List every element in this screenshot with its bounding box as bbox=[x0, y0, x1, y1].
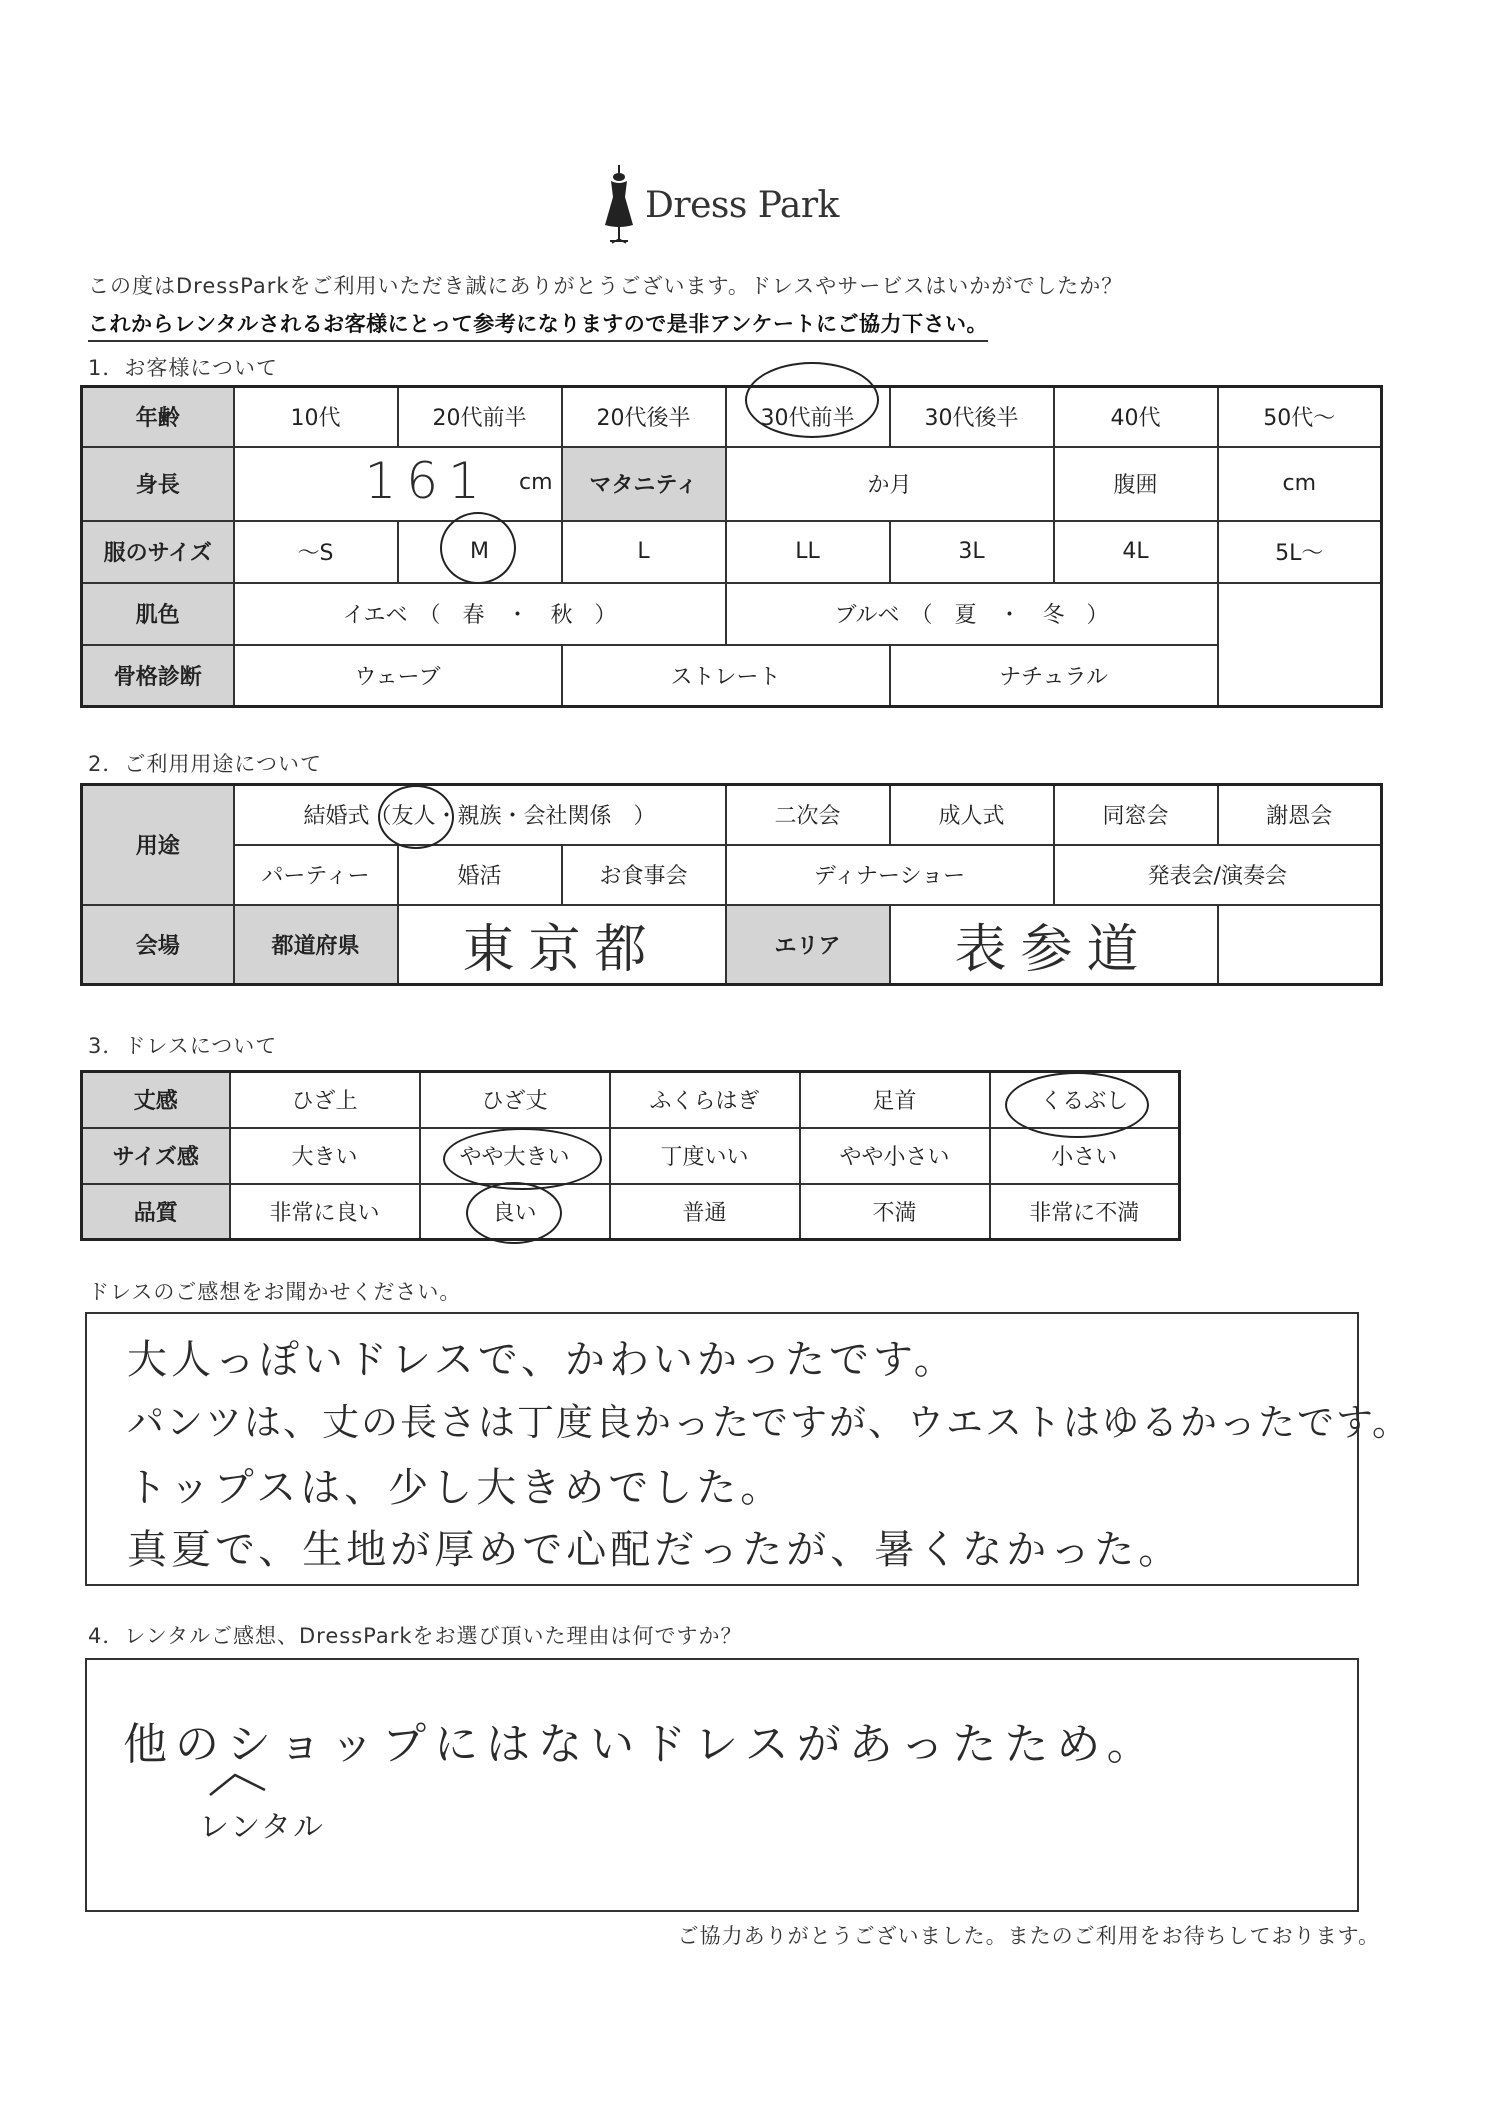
height-unit: cm bbox=[518, 469, 553, 495]
age-option-selected[interactable]: 30代前半 bbox=[726, 387, 890, 447]
size-option[interactable]: 3L bbox=[890, 521, 1054, 583]
comment-line: 真夏で、生地が厚めで心配だったが、暑くなかった。 bbox=[127, 1527, 1183, 1573]
area-field[interactable] bbox=[890, 905, 1218, 985]
customer-table bbox=[80, 385, 1383, 708]
intro-line-2: これからレンタルされるお客様にとって参考になりますので是非アンケートにご協力下さい。 bbox=[88, 308, 988, 342]
quality-option[interactable]: 非常に不満 bbox=[990, 1184, 1180, 1240]
frame-label: 骨格診断 bbox=[82, 645, 234, 707]
area-value: 表参道 bbox=[954, 919, 1153, 980]
size-option-selected[interactable]: M bbox=[398, 521, 562, 583]
purpose-label: 用途 bbox=[82, 785, 234, 905]
wedding-prefix: 結婚式（ bbox=[303, 804, 392, 830]
size-label: 服のサイズ bbox=[82, 521, 234, 583]
fit-option[interactable]: 小さい bbox=[990, 1128, 1180, 1184]
wedding-option[interactable] bbox=[234, 785, 726, 845]
age-option[interactable]: 20代後半 bbox=[562, 387, 726, 447]
fit-option-selected[interactable]: やや大きい bbox=[420, 1128, 610, 1184]
frame-option[interactable]: ナチュラル bbox=[890, 645, 1218, 707]
comment-line: トップスは、少し大きめでした。 bbox=[127, 1465, 785, 1511]
size-option[interactable]: 4L bbox=[1054, 521, 1218, 583]
venue-label: 会場 bbox=[82, 905, 234, 985]
dress-mannequin-icon bbox=[602, 165, 636, 245]
age-option[interactable]: 50代〜 bbox=[1218, 387, 1382, 447]
reason-insert: レンタル bbox=[199, 1810, 326, 1845]
dresspark-logo bbox=[600, 165, 900, 255]
age-option[interactable]: 20代前半 bbox=[398, 387, 562, 447]
age-label: 年齢 bbox=[82, 387, 234, 447]
waist-label: 腹囲 bbox=[1054, 447, 1218, 521]
skin-blue-option[interactable]: ブルベ （ 夏 ・ 冬 ） bbox=[726, 583, 1218, 645]
blank-cell bbox=[1218, 905, 1382, 985]
usage-table bbox=[80, 783, 1383, 986]
purpose-option[interactable]: 同窓会 bbox=[1054, 785, 1218, 845]
purpose-option[interactable]: ディナーショー bbox=[726, 845, 1054, 905]
skin-yellow-option[interactable]: イエベ （ 春 ・ 秋 ） bbox=[234, 583, 726, 645]
area-label: エリア bbox=[726, 905, 890, 985]
height-value: 161 bbox=[364, 451, 490, 510]
size-option[interactable]: 〜S bbox=[234, 521, 398, 583]
size-option[interactable]: L bbox=[562, 521, 726, 583]
dress-table bbox=[80, 1070, 1181, 1241]
frame-option[interactable]: ストレート bbox=[562, 645, 890, 707]
prefecture-value: 東京都 bbox=[462, 919, 661, 980]
purpose-option[interactable]: パーティー bbox=[234, 845, 398, 905]
size-option[interactable]: LL bbox=[726, 521, 890, 583]
maternity-label: マタニティ bbox=[562, 447, 726, 521]
wedding-friend[interactable]: 友人 bbox=[391, 804, 436, 830]
logo-text: Dress Park bbox=[645, 185, 839, 226]
height-label: 身長 bbox=[82, 447, 234, 521]
quality-label: 品質 bbox=[82, 1184, 230, 1240]
height-field[interactable] bbox=[234, 447, 562, 521]
fit-option[interactable]: やや小さい bbox=[800, 1128, 990, 1184]
section-4-title: 4．レンタルご感想、DressParkをお選び頂いた理由は何ですか？ bbox=[88, 1624, 743, 1648]
length-option[interactable]: ふくらはぎ bbox=[610, 1072, 800, 1128]
purpose-option[interactable]: 婚活 bbox=[398, 845, 562, 905]
purpose-option[interactable]: 発表会/演奏会 bbox=[1054, 845, 1382, 905]
prefecture-label: 都道府県 bbox=[234, 905, 398, 985]
length-option[interactable]: ひざ上 bbox=[230, 1072, 420, 1128]
section-3-title: 3．ドレスについて bbox=[88, 1034, 278, 1058]
quality-option[interactable]: 普通 bbox=[610, 1184, 800, 1240]
age-option[interactable]: 40代 bbox=[1054, 387, 1218, 447]
comment-line: 大人っぽいドレスで、かわいかったです。 bbox=[127, 1337, 958, 1383]
purpose-option[interactable]: お食事会 bbox=[562, 845, 726, 905]
age-option[interactable]: 10代 bbox=[234, 387, 398, 447]
insert-caret-icon bbox=[205, 1770, 275, 1800]
size-option[interactable]: 5L〜 bbox=[1218, 521, 1382, 583]
footer-thanks: ご協力ありがとうございました。またのご利用をお待ちしております。 bbox=[677, 1924, 1380, 1948]
comment-prompt: ドレスのご感想をお聞かせください。 bbox=[88, 1280, 462, 1304]
purpose-option[interactable]: 二次会 bbox=[726, 785, 890, 845]
maternity-field[interactable] bbox=[726, 447, 1054, 521]
length-option[interactable]: 足首 bbox=[800, 1072, 990, 1128]
age-option[interactable]: 30代後半 bbox=[890, 387, 1054, 447]
waist-field[interactable] bbox=[1218, 447, 1382, 521]
waist-unit: cm bbox=[1282, 471, 1317, 496]
section-1-title: 1．お客様について bbox=[88, 356, 278, 380]
wedding-rest: ・親族・会社関係 ） bbox=[435, 804, 656, 830]
skin-label: 肌色 bbox=[82, 583, 234, 645]
comment-line: パンツは、丈の長さは丁度良かったですが、ウエストはゆるかったです。 bbox=[127, 1401, 1412, 1444]
intro-line-1: この度はDressParkをご利用いただき誠にありがとうございます。ドレスやサービスはいかがでしたか？ bbox=[88, 274, 1124, 298]
maternity-unit: か月 bbox=[867, 473, 912, 498]
purpose-option[interactable]: 成人式 bbox=[890, 785, 1054, 845]
comment-box[interactable] bbox=[85, 1312, 1412, 1586]
length-option[interactable]: ひざ丈 bbox=[420, 1072, 610, 1128]
quality-option[interactable]: 非常に良い bbox=[230, 1184, 420, 1240]
quality-option-selected[interactable]: 良い bbox=[420, 1184, 610, 1240]
length-option-selected[interactable]: くるぶし bbox=[990, 1072, 1180, 1128]
quality-option[interactable]: 不満 bbox=[800, 1184, 990, 1240]
reason-answer: 他のショップにはないドレスがあったため。 bbox=[123, 1719, 1159, 1770]
purpose-option[interactable]: 謝恩会 bbox=[1218, 785, 1382, 845]
length-label: 丈感 bbox=[82, 1072, 230, 1128]
frame-option[interactable]: ウェーブ bbox=[234, 645, 562, 707]
blank-cell bbox=[1218, 645, 1382, 707]
section-2-title: 2．ご利用用途について bbox=[88, 752, 322, 776]
blank-cell bbox=[1218, 583, 1382, 645]
fit-option[interactable]: 丁度いい bbox=[610, 1128, 800, 1184]
fit-label: サイズ感 bbox=[82, 1128, 230, 1184]
fit-option[interactable]: 大きい bbox=[230, 1128, 420, 1184]
prefecture-field[interactable] bbox=[398, 905, 726, 985]
reason-box[interactable] bbox=[85, 1658, 1359, 1912]
